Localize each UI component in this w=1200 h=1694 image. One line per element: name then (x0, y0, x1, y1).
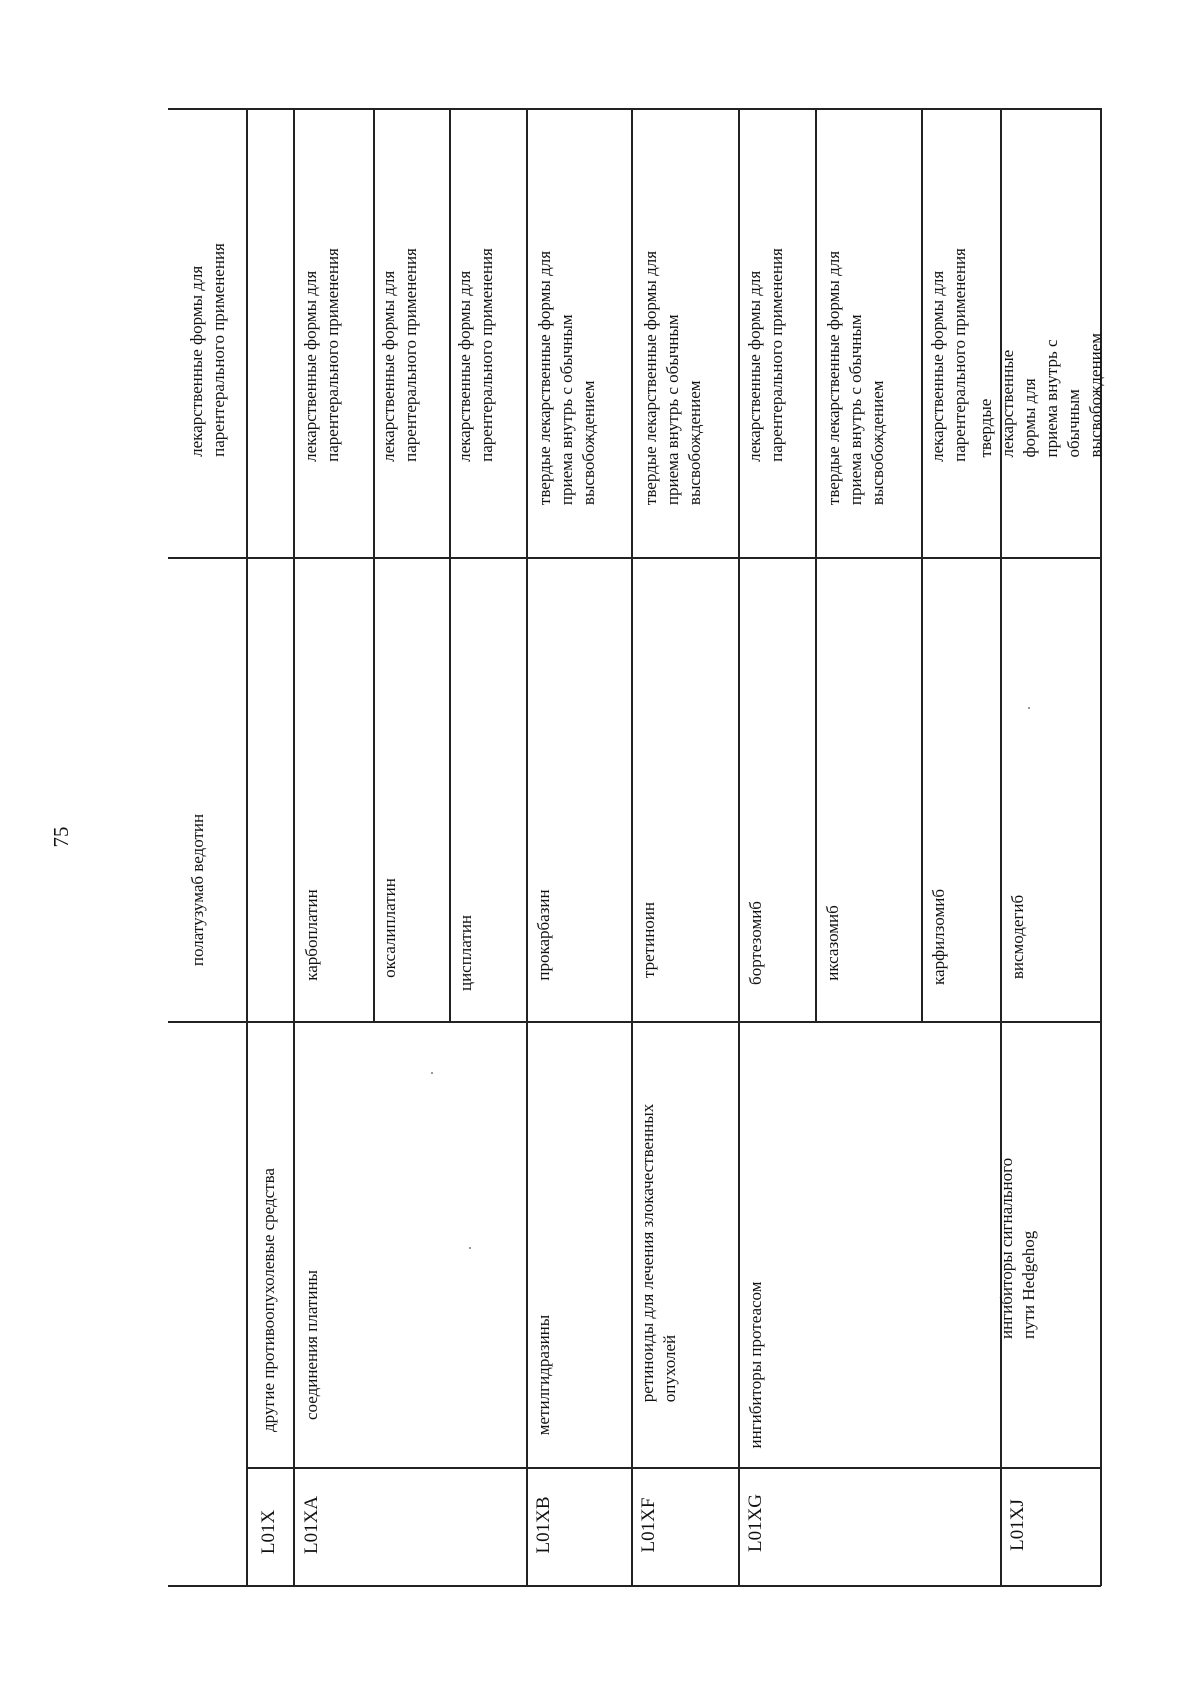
group-name: ингибиторы протеасом (746, 1281, 765, 1449)
scan-speck (469, 1247, 471, 1249)
dosage-form: твердые лекарственные формы для приема внутрь с обычным высвобождением (824, 250, 887, 506)
row-separator (631, 108, 633, 1586)
dosage-form: лекарственные формы для парентерального применения (301, 248, 342, 462)
dosage-form: лекарственные формы для парентерального применения (379, 248, 420, 462)
drug-name: висмодегиб (1008, 894, 1027, 980)
atc-code: L01X (258, 1509, 279, 1555)
dosage-form: лекарственные формы для парентерального применения (745, 248, 786, 462)
scan-speck (1028, 707, 1030, 709)
drug-name: полатузумаб ведотин (188, 813, 207, 967)
group-name: соединения платины (302, 1270, 321, 1420)
page-number: 75 (49, 826, 73, 848)
column-separator (168, 557, 1101, 559)
atc-code: L01XF (638, 1497, 659, 1553)
dosage-form: твердые лекарственные формы для приема внутрь с обычным высвобождением (976, 332, 1105, 458)
group-name: ингибиторы сигнального пути Hedgehog (997, 1157, 1038, 1339)
dosage-form: твердые лекарственные формы для приема внутрь с обычным высвобождением (641, 250, 704, 506)
drug-name: третиноин (639, 901, 658, 979)
row-separator (449, 108, 451, 1022)
drug-name: иксазомиб (823, 905, 842, 981)
table-border-bottom (168, 1585, 1101, 1587)
table-border-top (168, 108, 1101, 110)
row-separator (373, 108, 375, 1022)
atc-code: L01XJ (1007, 1499, 1028, 1551)
column-separator (168, 1021, 1101, 1023)
group-name: ретиноиды для лечения злокачественных опухолей (638, 1103, 679, 1403)
drug-name: бортезомиб (746, 901, 765, 985)
row-separator (293, 108, 295, 1586)
drug-name: прокарбазин (534, 889, 553, 981)
atc-code: L01XB (533, 1496, 554, 1554)
scan-speck (431, 1072, 433, 1074)
drug-name: карфилзомиб (929, 889, 948, 985)
dosage-form: твердые лекарственные формы для приема внутрь с обычным высвобождением (535, 250, 598, 506)
drug-name: оксалиплатин (380, 878, 399, 978)
dosage-form: лекарственные формы для парентерального применения (928, 248, 969, 462)
dosage-form: лекарственные формы для парентерального применения (187, 243, 228, 457)
group-name: метилгидразины (534, 1314, 553, 1436)
atc-code: L01XG (745, 1493, 766, 1553)
drug-name: карбоплатин (302, 889, 321, 981)
row-separator (815, 108, 817, 1022)
column-separator (246, 1467, 1101, 1469)
dosage-form: лекарственные формы для парентерального применения (455, 248, 496, 462)
group-name: другие противоопухолевые средства (259, 1168, 278, 1432)
atc-code: L01XA (301, 1495, 322, 1555)
drug-name: цисплатин (456, 914, 475, 992)
row-separator (738, 108, 740, 1586)
row-separator (921, 108, 923, 1022)
row-separator (246, 108, 248, 1586)
row-separator (526, 108, 528, 1586)
